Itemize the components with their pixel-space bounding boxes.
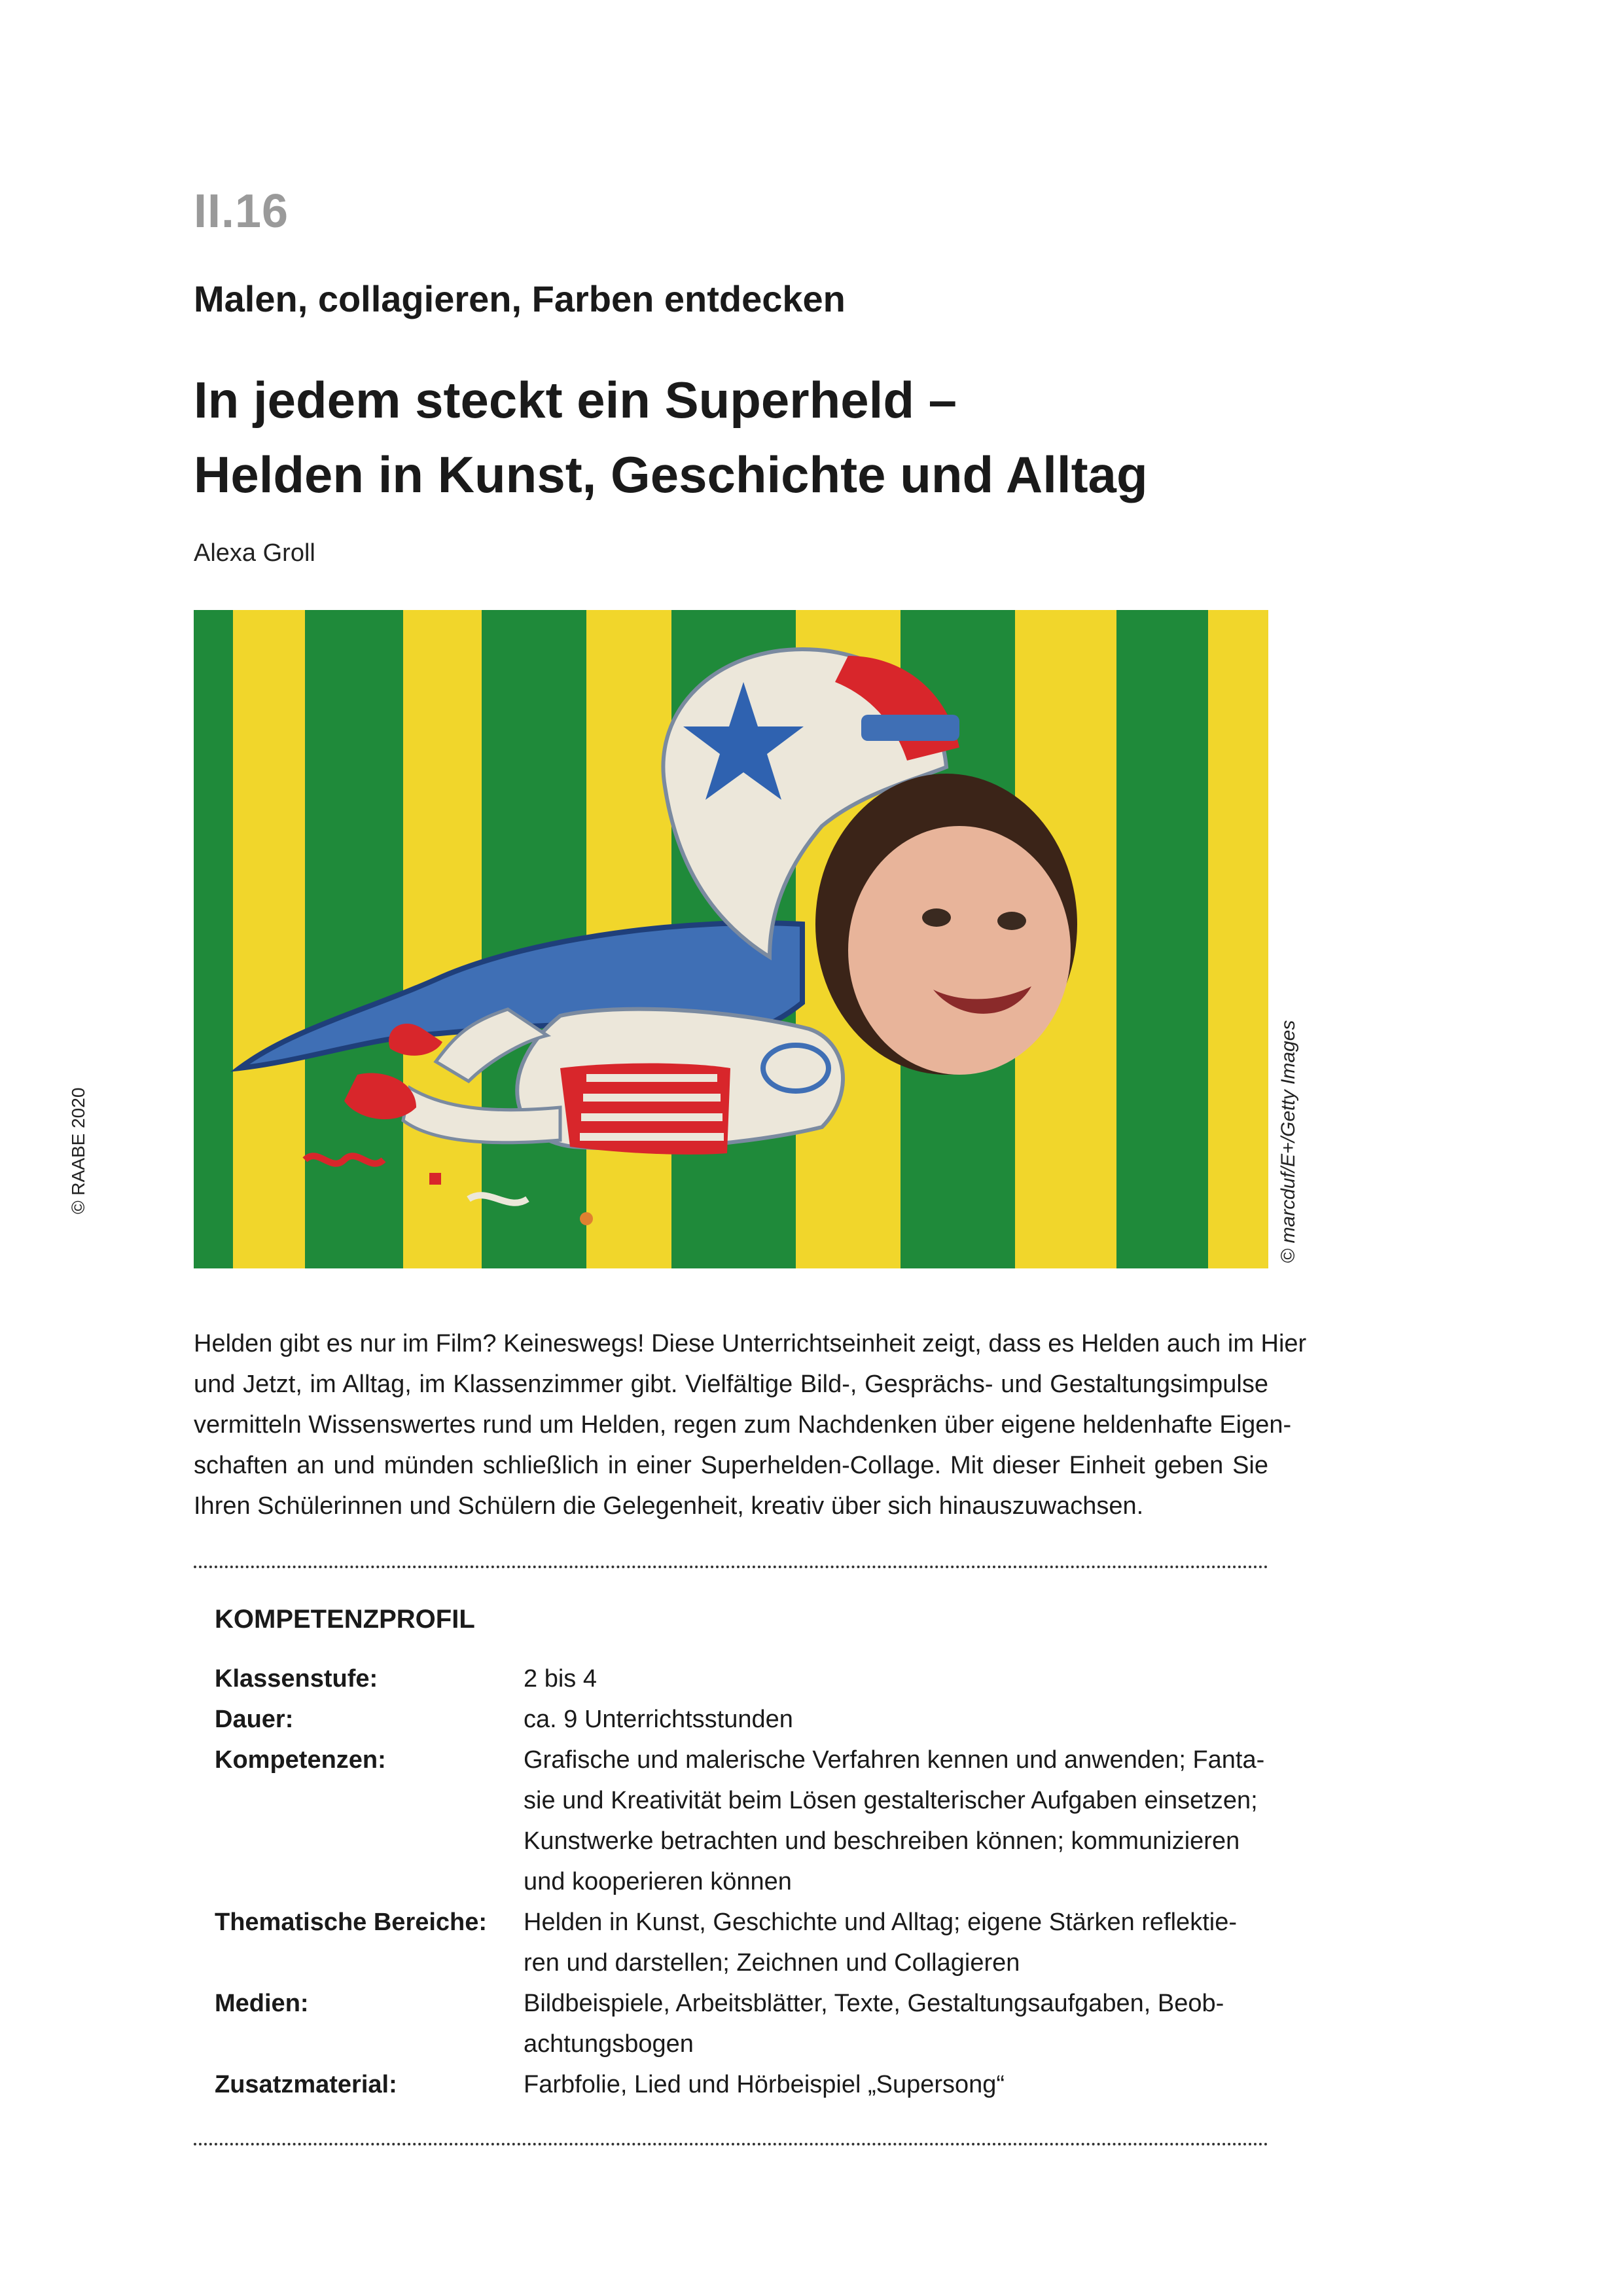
kp-value [524,1983,1257,2064]
kp-value-line: Helden in Kunst, Geschichte und Alltag; eigene Stärken reflektie- [524,1909,1237,1936]
intro-line: Ihren Schülerinnen und Schülern die Gelegenheit, kreativ über sich hinauszuwachsen. [194,1492,1144,1520]
hero-photo [194,610,1268,1268]
kp-value-line: Kunstwerke betrachten und beschreiben können; kommunizieren [524,1827,1240,1855]
kp-row-medien [215,1983,1268,2064]
intro-line: Helden gibt es nur im Film? Keineswegs! Diese Unterrichtseinheit zeigt, dass es Helden auch im Hier [194,1330,1307,1357]
kp-value [524,2064,1257,2105]
series-title: Malen, collagieren, Farben entdecken [194,278,846,319]
kp-label: Kompetenzen: [215,1746,386,1774]
kp-row-thematische-bereiche [215,1902,1268,1983]
left-eye [922,908,951,927]
kp-value [524,1699,1257,1740]
title-line-1: In jedem steckt ein Superheld – [194,371,957,429]
copyright: © RAABE 2020 [68,1087,88,1214]
kp-value-line: ca. 9 Unterrichtsstunden [524,1706,793,1733]
kp-value-line: achtungsbogen [524,2030,694,2058]
kp-value [524,1659,1257,1699]
kp-label: Thematische Bereiche: [215,1909,488,1936]
kp-label: Klassenstufe: [215,1665,378,1693]
kp-row-dauer [215,1699,1268,1740]
kp-value-line: Bildbeispiele, Arbeitsblätter, Texte, Gestaltungsaufgaben, Beob- [524,1990,1224,2017]
kp-value-line: sie und Kreativität beim Lösen gestalterischer Aufgaben einsetzen; [524,1787,1258,1814]
kp-value [524,1740,1265,1902]
dotted-divider-top [194,1566,1268,1568]
kp-value-line: Grafische und malerische Verfahren kennen und anwenden; Fanta- [524,1746,1265,1774]
intro-line: und Jetzt, im Alltag, im Klassenzimmer gibt. Vielfältige Bild-, Gesprächs- und Gestaltungsimpulse [194,1371,1268,1398]
kp-label: Dauer: [215,1706,294,1733]
title-line-2: Helden in Kunst, Geschichte und Alltag [194,446,1148,503]
kp-label: Zusatzmaterial: [215,2071,397,2098]
kp-label: Medien: [215,1990,309,2017]
kp-value-line: ren und darstellen; Zeichnen und Collagieren [524,1949,1020,1977]
intro-line: vermitteln Wissenswertes rund um Helden, regen zum Nachdenken über eigene heldenhafte Eigen- [194,1411,1292,1439]
kp-value-line: 2 bis 4 [524,1665,597,1693]
kp-value-line: und kooperieren können [524,1868,792,1895]
page-title [194,363,1148,512]
kp-row-zusatzmaterial [215,2064,1268,2105]
section-number: II.16 [194,185,289,238]
author: Alexa Groll [194,539,315,567]
right-eye [997,912,1026,930]
kp-value [524,1902,1257,1983]
dotted-divider-bottom [194,2143,1268,2145]
child-face [848,826,1071,1075]
photo-credit: © marcduf/E+/Getty Images [1277,1020,1299,1263]
intro-line: schaften an und münden schließlich in einer Superhelden-Collage. Mit dieser Einheit geben Sie [194,1452,1268,1479]
kompetenzprofil-heading: KOMPETENZPROFIL [215,1605,475,1634]
confetti-3 [429,1173,441,1185]
kp-row-kompetenzen [215,1740,1268,1902]
kp-value-line: Farbfolie, Lied und Hörbeispiel „Supersong“ [524,2071,1005,2098]
kp-row-klassenstufe [215,1659,1268,1699]
intro-paragraph [194,1323,1307,1526]
kompetenzprofil-table [215,1659,1268,2105]
helmet-visor [861,715,959,741]
confetti-4 [580,1212,593,1225]
